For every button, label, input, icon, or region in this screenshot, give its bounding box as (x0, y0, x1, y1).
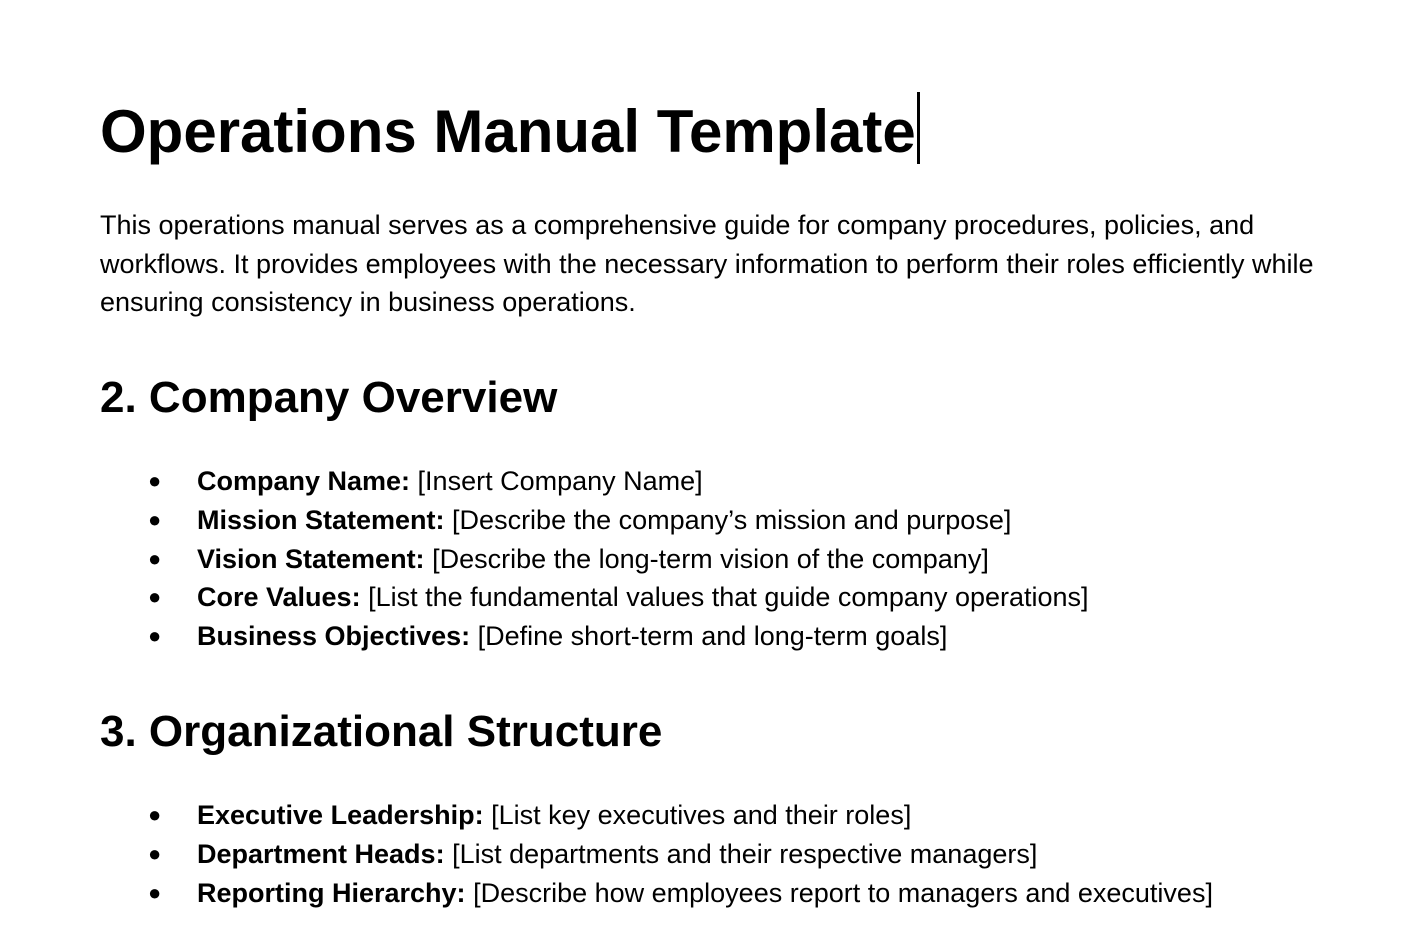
item-label: Executive Leadership: (197, 800, 484, 830)
item-label: Mission Statement: (197, 504, 445, 535)
bullet-icon: ● (148, 623, 162, 649)
item-label: Company Name: (197, 466, 411, 496)
item-value: [List key executives and their roles] (483, 800, 912, 830)
bullet-icon: ● (148, 506, 162, 532)
item-label: Department Heads: (197, 838, 445, 869)
bullet-icon: ● (148, 584, 162, 610)
heading-company-overview[interactable]: 2. Company Overview (100, 373, 558, 422)
item-label: Vision Statement: (197, 543, 425, 574)
document-title-text: Operations Manual Template (100, 98, 916, 165)
bullet-icon: ● (148, 468, 162, 493)
item-label: Business Objectives: (197, 621, 471, 652)
item-value: [Insert Company Name] (410, 466, 703, 496)
bullet-icon: ● (148, 879, 162, 905)
intro-paragraph[interactable]: This operations manual serves as a comprehensive guide for company procedures, policies, and workflows. It provides employees with the necessary information to perform their roles efficiently while ensuring consistency in business operations. (100, 210, 1314, 317)
item-value: [Describe the company’s mission and purpose] (444, 504, 1012, 535)
item-value: [Define short-term and long-term goals] (470, 621, 948, 652)
item-value: [List the fundamental values that guide company operations] (360, 582, 1089, 613)
text-cursor (917, 92, 920, 164)
bullet-icon: ● (148, 840, 162, 866)
document-title[interactable] (100, 92, 920, 171)
item-label: Core Values: (197, 582, 361, 613)
item-label: Reporting Hierarchy: (197, 877, 466, 908)
item-value: [Describe how employees report to managers and executives] (465, 877, 1213, 908)
item-value: [Describe the long-term vision of the company] (424, 543, 989, 574)
heading-organizational-structure[interactable]: 3. Organizational Structure (100, 707, 663, 756)
bullet-icon: ● (148, 802, 162, 827)
bullet-icon: ● (148, 545, 162, 571)
item-value: [List departments and their respective managers] (444, 838, 1038, 869)
